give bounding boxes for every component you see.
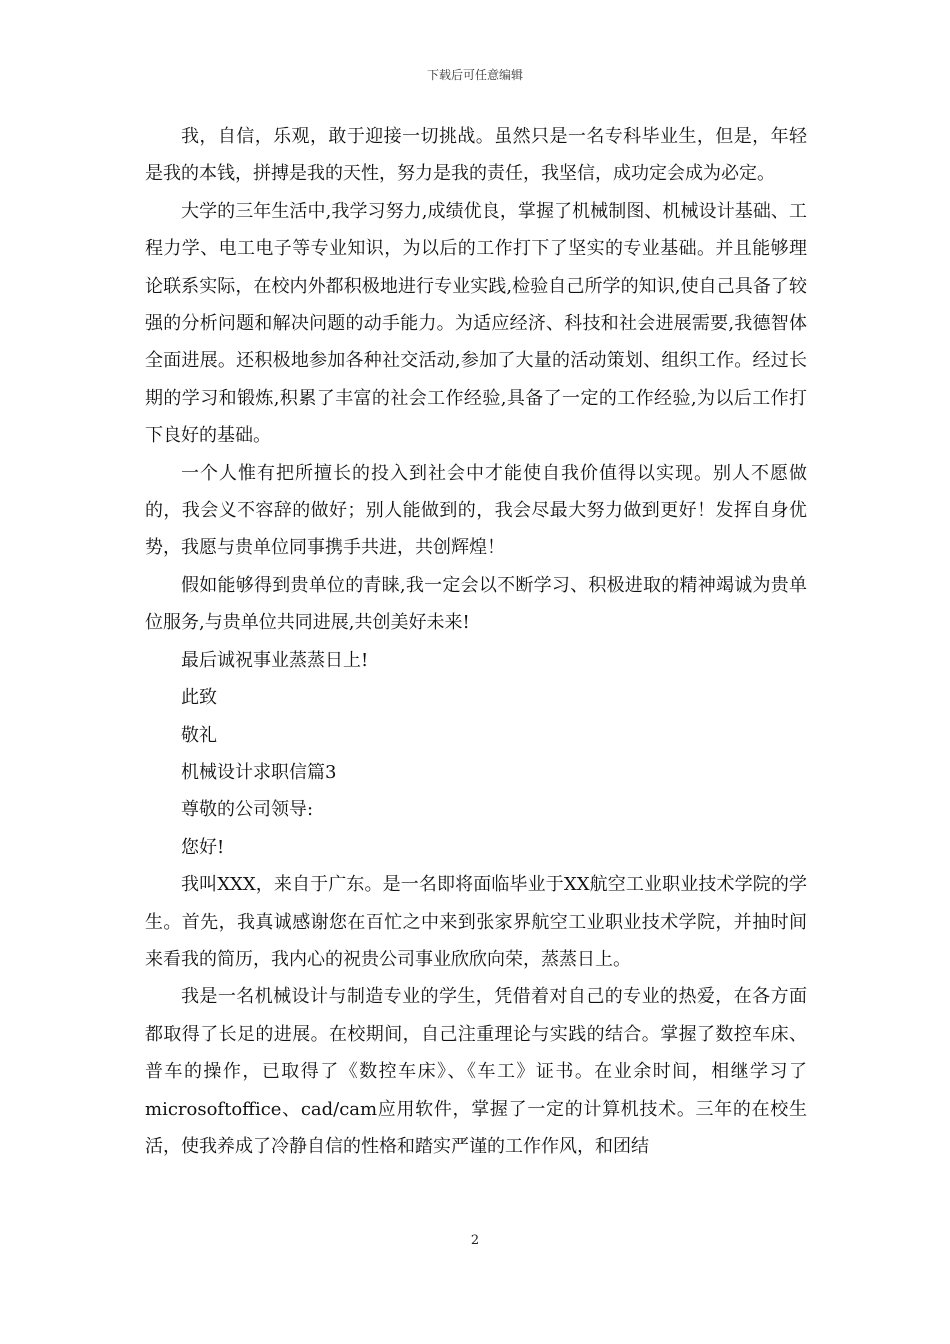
paragraph-self-value: 一个人惟有把所擅长的投入到社会中才能使自我价值得以实现。别人不愿做的，我会义不容辞的做好；别人能做到的，我会尽最大努力做到更好！发挥自身优势，我愿与贵单位同事携手共进，共创辉煌！ bbox=[145, 462, 807, 559]
paragraph-skills: 我是一名机械设计与制造专业的学生，凭借着对自己的专业的热爱，在各方面都取得了长足的进展。在校期间，自己注重理论与实践的结合。掌握了数控车床、普车的操作，已取得了《数控车床》、《车工》证书。在业余时间，相继学习了microsoftoffice、cad/cam应用软件，掌握了一定的计算机技术。三年的在校生活，使我养成了冷静自信的性格和踏实严谨的工作作风，和团结 bbox=[145, 986, 807, 1157]
closing-wish: 最后诚祝事业蒸蒸日上! bbox=[181, 649, 369, 671]
paragraph-introduction: 我叫XXX，来自于广东。是一名即将面临毕业于XX航空工业职业技术学院的学生。首先，我真诚感谢您在百忙之中来到张家界航空工业职业技术学院，并抽时间来看我的简历，我内心的祝贵公司事业欣欣向荣，蒸蒸日上。 bbox=[145, 874, 807, 970]
paragraph-university: 大学的三年生活中,我学习努力,成绩优良，掌握了机械制图、机械设计基础、工程力学、电工电子等专业知识，为以后的工作打下了坚实的专业基础。并且能够理论联系实际，在校内外都积极地进行专业实践,检验自己所学的知识,使自己具备了较强的分析问题和解决问题的动手能力。为适应经济、科技和社会进展需要,我德智体全面进展。还积极地参加各种社交活动,参加了大量的活动策划、组织工作。经过长期的学习和锻炼,积累了丰富的社会工作经验,具备了一定的工作经验,为以后工作打下良好的基础。 bbox=[145, 200, 807, 447]
section-title: 机械设计求职信篇3 bbox=[181, 761, 337, 783]
greeting-recipient: 尊敬的公司领导: bbox=[181, 799, 314, 821]
document-body bbox=[145, 118, 807, 1165]
paragraph-intro: 我，自信，乐观，敢于迎接一切挑战。虽然只是一名专科毕业生，但是，年轻是我的本钱，拼搏是我的天性，努力是我的责任，我坚信，成功定会成为必定。 bbox=[145, 126, 807, 185]
page-header: 下载后可任意编辑 bbox=[426, 68, 523, 82]
page-number: 2 bbox=[470, 1233, 480, 1248]
greeting-hello: 您好! bbox=[181, 836, 225, 858]
closing-regards: 敬礼 bbox=[181, 724, 217, 746]
closing-salutation: 此致 bbox=[181, 687, 217, 709]
paragraph-commitment: 假如能够得到贵单位的青睐,我一定会以不断学习、积极进取的精神竭诚为贵单位服务,与贵单位共同进展,共创美好未来! bbox=[145, 574, 807, 634]
